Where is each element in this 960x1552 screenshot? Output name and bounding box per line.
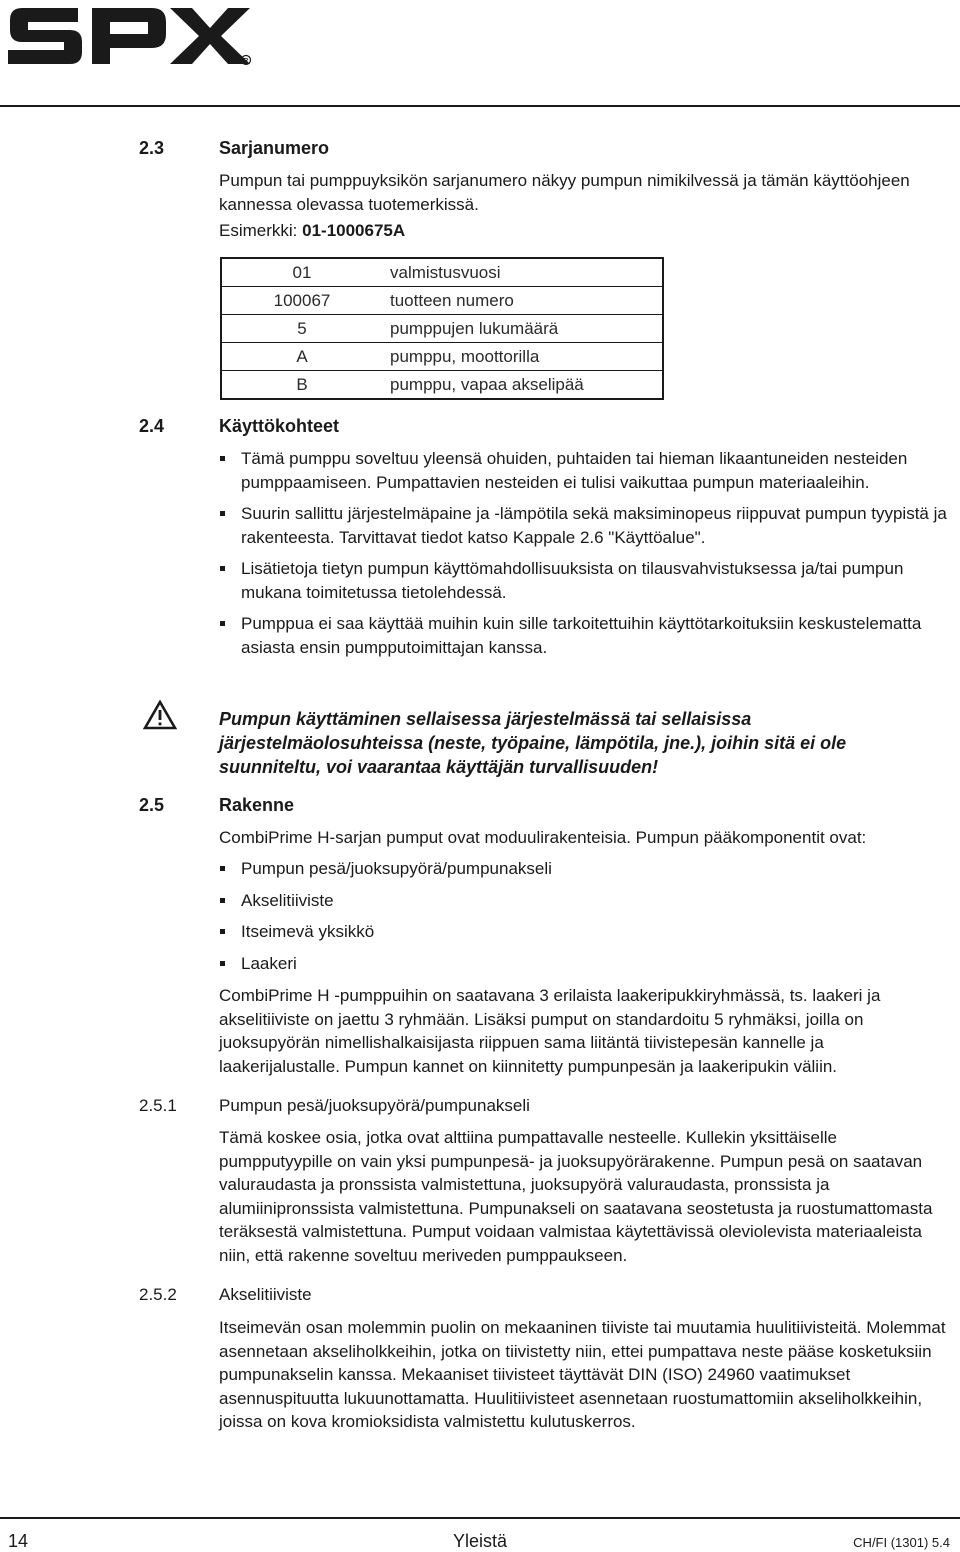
section-title: Sarjanumero <box>219 138 330 158</box>
section-number: 2.3 <box>139 138 165 158</box>
footer-rule <box>0 1517 960 1519</box>
table-cell-desc: pumppu, vapaa akselipää <box>382 371 663 400</box>
structure-intro: CombiPrime H-sarjan pumput ovat moduulirakenteisia. Pumpun pääkomponentit ovat: <box>219 828 867 847</box>
list-item: Itseimevä yksikkö <box>219 920 949 944</box>
structure-paragraph: CombiPrime H -pumppuihin on saatavana 3 erilaista laakeripukkiryhmässä, ts. laakeri ja akselitiiviste on jaettu 3 ryhmään. Lisäksi pumput on standardoitu 5 ryhmäksi, joilla on juoksupyörän nimellishalkaisijasta riippuen sama liitäntä tiivistepesän kannelle ja laakerijalustalle. Pumpun kannet on kiinnitetty pumpunpesän ja laakeripukin väliin. <box>219 986 881 1076</box>
table-row <box>221 371 663 400</box>
footer-section-name: Yleistä <box>452 1531 508 1551</box>
example-value: 01-1000675A <box>302 221 406 240</box>
list-item: Tämä pumppu soveltuu yleensä ohuiden, puhtaiden tai hieman likaantuneiden nesteiden pumppaamiseen. Pumpattavien nesteiden ei tulisi vaikuttaa pumpun materiaaleihin. <box>219 447 949 494</box>
shaft-seal-paragraph: Itseimevän osan molemmin puolin on mekaaninen tiiviste tai muutamia huulitiivisteitä. Molemmat asennetaan akseliholkkeihin, jotka on tiivistetty niin, ettei pumpattava neste pääse kosketuksiin pumpunakselin kanssa. Mekaaniset tiivisteet täyttävät DIN (ISO) 24960 vaatimukset asennuspituutta lukuunottamatta. Huulitiivisteet asennetaan ruostumattomiin akseliholkkeihin, joissa on kova kromioksidista valmistettu kulutuskerros. <box>219 1318 946 1431</box>
table-row <box>221 343 663 371</box>
table-row <box>221 287 663 315</box>
list-item: Lisätietoja tietyn pumpun käyttömahdollisuuksista on tilausvahvistuksessa ja/tai pumpun mukana toimitetussa tietolehdessä. <box>219 557 949 604</box>
usage-bullet-list <box>219 447 949 659</box>
component-bullet-list <box>219 857 949 975</box>
table-cell-code: 01 <box>292 262 312 282</box>
safety-warning-text: Pumpun käyttäminen sellaisessa järjestelmässä tai sellaisissa järjestelmäolosuhteissa (neste, työpaine, lämpötila, jne.), joihin sitä ei ole suunniteltu, voi vaarantaa käyttäjän turvallisuuden! <box>219 709 847 777</box>
warning-triangle-icon <box>143 700 177 730</box>
spx-logo <box>6 4 256 68</box>
document-code: CH/FI (1301) 5.4 <box>853 1535 950 1550</box>
table-cell-desc: pumppu, moottorilla <box>382 343 663 371</box>
section-title: Rakenne <box>219 795 295 815</box>
pump-housing-paragraph: Tämä koskee osia, jotka ovat alttiina pumpattavalle nesteelle. Kullekin yksittäiselle pumpputyypille on vain yksi pumpunpesä- ja juoksupyörärakenne. Pumpun pesä on saatavan valuraudasta ja pronssista valmistettuna, juoksupyörä valuraudasta, pronssista ja alumiinipronssista valmistettuna. Pumpunakseli on saatavana seostetusta ja ruostumattomasta teräksestä valmistettuna. Pumput voidaan valmistaa käytettävissä oleviolevista materiaaleista niin, että rakenne soveltuu meriveden pumppaukseen. <box>219 1128 933 1265</box>
table-cell-code: 5 <box>221 315 382 343</box>
table-cell-code: B <box>221 371 382 400</box>
subsection-title: Pumpun pesä/juoksupyörä/pumpunakseli <box>219 1096 530 1115</box>
subsection-number: 2.5.1 <box>139 1096 177 1115</box>
svg-text:R: R <box>243 57 249 65</box>
table-cell-code: A <box>221 343 382 371</box>
example-label: Esimerkki: <box>219 221 303 240</box>
table-cell-code: 100067 <box>221 287 382 315</box>
section-title: Käyttökohteet <box>219 416 340 436</box>
table-cell-desc: valmistusvuosi <box>390 262 501 282</box>
list-item: Laakeri <box>219 952 949 976</box>
serial-paragraph: Pumpun tai pumppuyksikön sarjanumero näkyy pumpun nimikilvessä ja tämän käyttöohjeen kannessa olevassa tuotemerkissä. <box>219 171 910 214</box>
list-item: Akselitiiviste <box>219 889 949 913</box>
list-item: Suurin sallittu järjestelmäpaine ja -lämpötila sekä maksiminopeus riippuvat pumpun tyypistä ja rakenteesta. Tarvittavat tiedot katso Kappale 2.6 "Käyttöalue". <box>219 502 949 549</box>
page-number: 14 <box>8 1531 29 1551</box>
table-cell-desc: pumppujen lukumäärä <box>382 315 663 343</box>
list-item: Pumppua ei saa käyttää muihin kuin sille tarkoitettuihin käyttötarkoituksiin keskustelematta asiasta ensin pumpputoimittajan kanssa. <box>219 612 949 659</box>
serial-example <box>219 219 949 243</box>
subsection-title: Akselitiiviste <box>219 1285 312 1304</box>
list-item: Pumpun pesä/juoksupyörä/pumpunakseli <box>219 857 949 881</box>
subsection-number: 2.5.2 <box>139 1285 177 1304</box>
section-number: 2.5 <box>139 795 165 815</box>
serial-number-table <box>220 257 664 400</box>
table-row <box>221 258 663 287</box>
table-cell-desc: tuotteen numero <box>382 287 663 315</box>
header-rule <box>0 105 960 107</box>
section-number: 2.4 <box>139 416 165 436</box>
table-row <box>221 315 663 343</box>
